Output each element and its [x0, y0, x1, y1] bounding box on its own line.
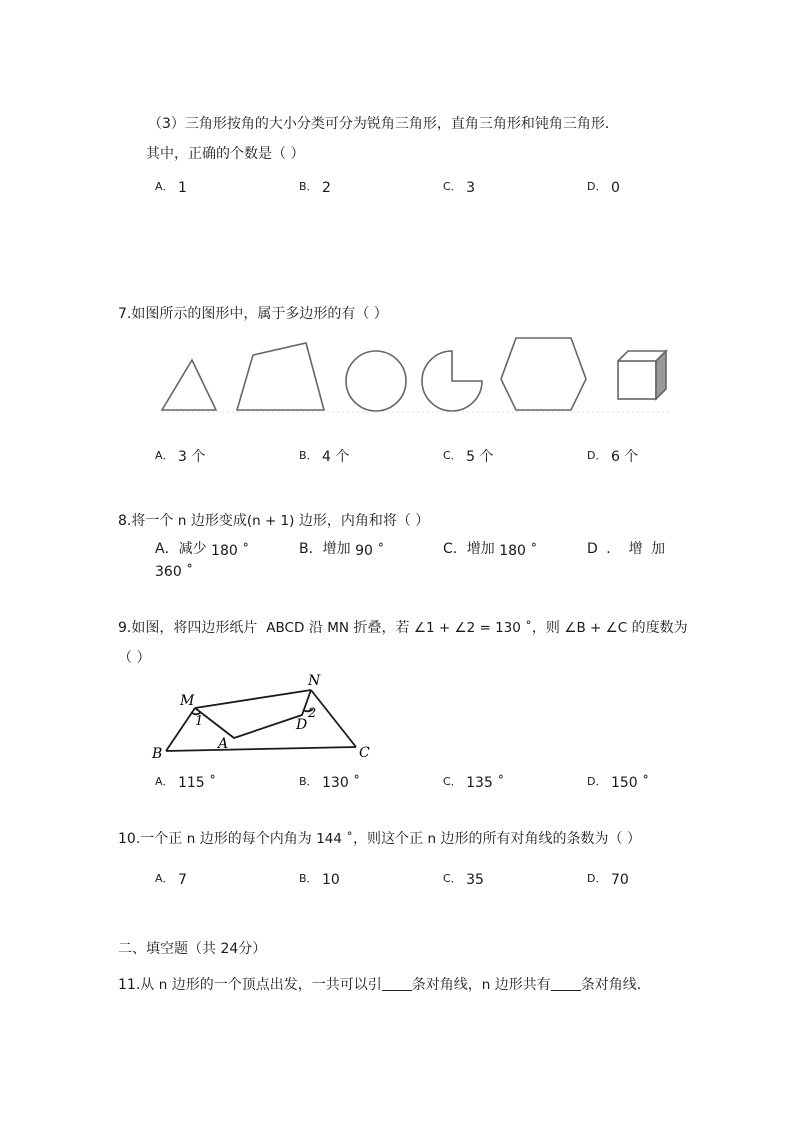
quadrilateral-shape [237, 343, 324, 410]
cube-shape [618, 351, 666, 399]
label-b: B [152, 746, 163, 762]
edge-bm [166, 708, 195, 751]
q7-option-d[interactable]: D． 6 个 [587, 449, 639, 465]
q11-blank-2[interactable] [551, 976, 581, 991]
edge-nc [311, 690, 356, 747]
q6-option-b[interactable]: B． 2 [299, 180, 331, 196]
q9-stem: 9.如图，将四边形纸片 ABCD 沿 MN 折叠，若 ∠1 + ∠2 = 130 ˚，则 ∠B + ∠C 的度数为 [118, 620, 688, 636]
q6-option-c[interactable]: C． 3 [443, 180, 476, 196]
q8-option-b[interactable]: B．增加 90 ˚ [299, 541, 385, 559]
q6-option-d[interactable]: D． 0 [587, 180, 620, 196]
sector-shape [422, 351, 482, 411]
label-m: M [180, 693, 195, 709]
q7-option-a[interactable]: A． 3 个 [155, 449, 206, 465]
label-n: N [308, 673, 321, 689]
q9-option-c[interactable]: C． 135 ˚ [443, 775, 505, 791]
edge-bc [166, 747, 356, 751]
q6-option-a[interactable]: A． 1 [155, 180, 187, 196]
q10-option-b[interactable]: B． 10 [299, 872, 340, 888]
label-1: 1 [195, 714, 204, 729]
q8-stem: 8.将一个 n 边形变成(n + 1) 边形，内角和将（ ） [118, 513, 430, 529]
q8-option-a[interactable]: A．减少 180 ˚ [155, 541, 250, 559]
q8-option-d[interactable]: D ． 增 加 [587, 541, 666, 557]
q11-stem: 11.从 n 边形的一个顶点出发，一共可以引 条对角线，n 边形共有 条对角线． [118, 977, 651, 993]
q9-option-d[interactable]: D． 150 ˚ [587, 775, 650, 791]
folded-edge [195, 690, 311, 738]
label-d: D [296, 717, 308, 733]
q7-option-c[interactable]: C． 5 个 [443, 449, 494, 465]
q7-option-b[interactable]: B． 4 个 [299, 449, 350, 465]
q9-option-a[interactable]: A． 115 ˚ [155, 775, 217, 791]
hexagon-shape [501, 338, 586, 410]
q6-statement-3: （3）三角形按角的大小分类可分为锐角三角形，直角三角形和钝角三角形． [148, 116, 619, 132]
circle-shape [346, 351, 406, 411]
q8-option-c[interactable]: C．增加 180 ˚ [443, 541, 538, 559]
q7-stem: 7.如图所示的图形中，属于多边形的有（ ） [118, 306, 388, 322]
q9-option-b[interactable]: B． 130 ˚ [299, 775, 361, 791]
q10-option-a[interactable]: A． 7 [155, 872, 187, 888]
edge-mn [195, 690, 311, 708]
label-c: C [359, 745, 370, 761]
label-a: A [218, 736, 229, 752]
q9-paren: （ ） [118, 650, 151, 666]
q11-blank-1[interactable] [382, 976, 412, 991]
q6-prompt: 其中，正确的个数是（ ） [146, 146, 305, 162]
label-2: 2 [308, 706, 317, 721]
q9-figure [148, 672, 378, 762]
q7-figure [150, 330, 680, 420]
q10-option-d[interactable]: D． 70 [587, 872, 629, 888]
q10-stem: 10.一个正 n 边形的每个内角为 144 ˚，则这个正 n 边形的所有对角线的条数为（ ） [118, 831, 641, 847]
triangle-shape [162, 360, 216, 410]
q8-option-d-value: 360 ˚ [155, 564, 194, 580]
q10-option-c[interactable]: C． 35 [443, 872, 484, 888]
section-title: 二、填空题（共 24分） [118, 941, 267, 957]
